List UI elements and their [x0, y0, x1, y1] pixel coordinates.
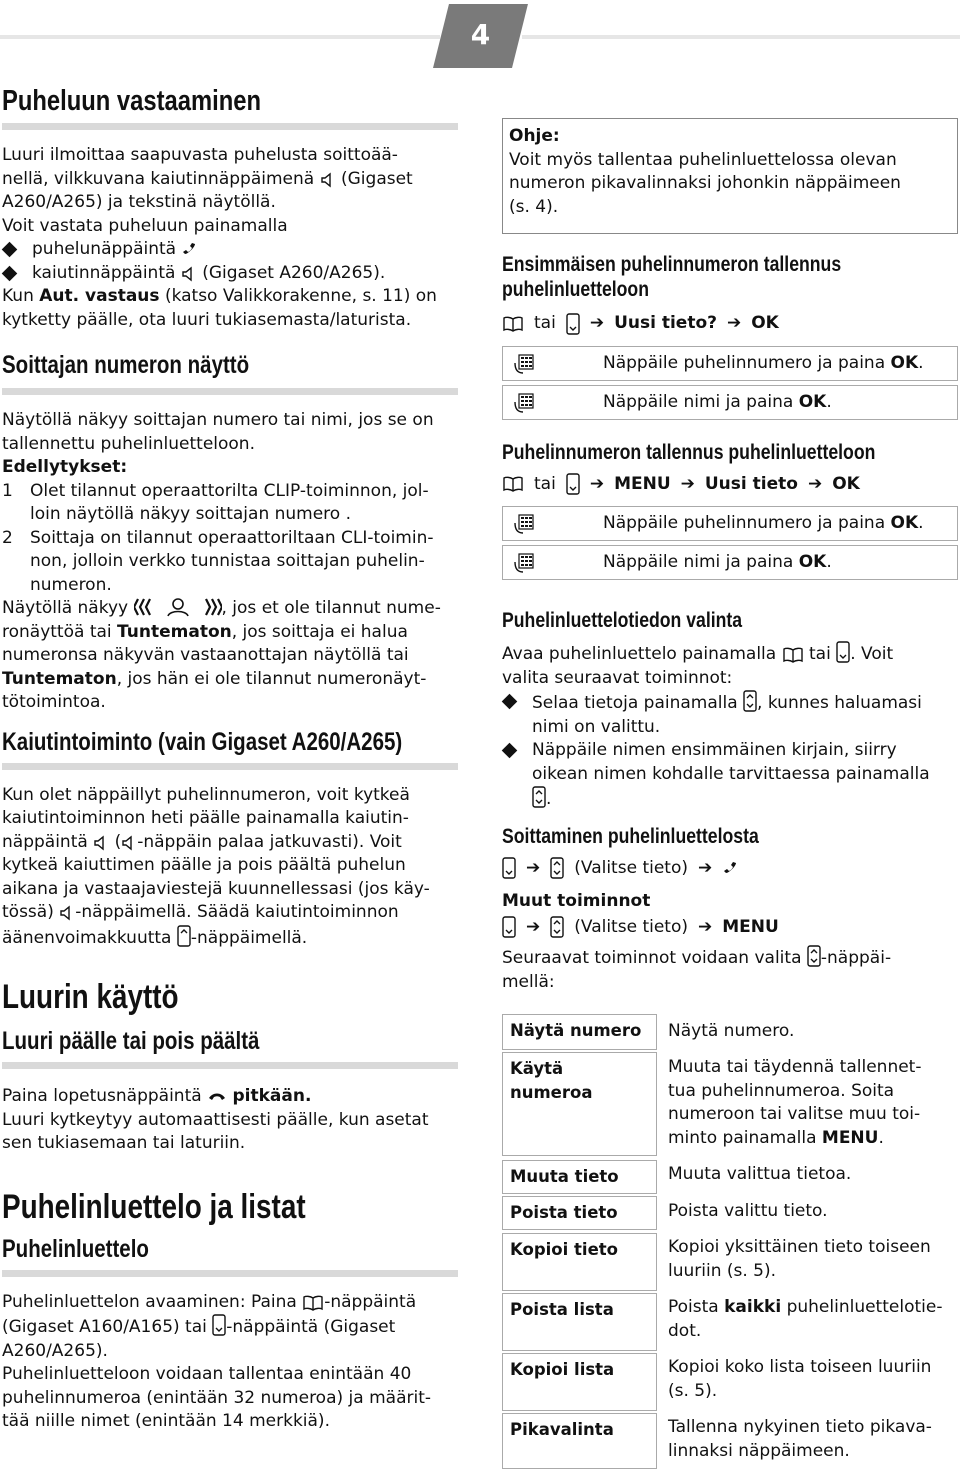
section-title-first-number: Ensimmäisen puhelinnumeron tallennus puhelinluetteloon	[502, 253, 842, 301]
keypad-icon	[513, 552, 535, 574]
arrow-icon: ➔	[698, 916, 713, 937]
speakerphone-paragraph: Kun olet näppäillyt puhelinnumeron, voit kytkeä kaiutintoiminnon heti päälle painamalla kaiutin- näppäintä ( -näppäin palaa jatkuvasti). Voit kytkeä kaiuttimen päälle ja pois päältä puhelun aikana ja vastaajaviestejä kuunnellessasi (jos käy- tössä) -näppäimellä. Säädä kaiutintoiminnon äänenvoimakkuutta -näppäimellä.	[2, 784, 430, 948]
list-item: puhelunäppäintä	[2, 238, 458, 262]
subsection-title-power: Luuri päälle tai pois päältä	[2, 1027, 260, 1055]
table-desc: Poista valittu tieto.	[668, 1201, 828, 1221]
section-rule	[2, 1062, 458, 1069]
section-title-answering: Puheluun vastaaminen	[2, 85, 262, 117]
power-paragraph: Paina lopetusnäppäintä pitkään. Luuri kytkeytyy automaattisesti päälle, kun asetat sen tukiasemaan tai laturiin.	[2, 1086, 429, 1153]
table-key: Kopioi lista	[502, 1353, 657, 1411]
table-key: Pikavalinta	[502, 1413, 657, 1469]
book-icon	[502, 476, 524, 492]
control-key-updown-icon	[743, 690, 757, 712]
section-rule	[2, 388, 458, 395]
section-title-handset-use: Luurin käyttö	[2, 978, 179, 1016]
keypad-row: Näppäile nimi ja paina OK.	[502, 385, 958, 420]
other-functions-title: Muut toiminnot	[502, 891, 651, 911]
table-key: Muuta tieto	[502, 1160, 657, 1194]
control-key-down-icon	[212, 1314, 226, 1336]
table-key: Käytä numeroa	[502, 1052, 657, 1156]
phonebook-paragraph: Puhelinluettelon avaaminen: Paina -näppäintä (Gigaset A160/A165) tai -näppäintä (Gigaset A260/A265). Puhelinluetteloon voidaan tallentaa enintään 40 puhelinnumeroa (enintään 32 numeroa) ja määrit- tää niille nimet (enintään 14 merkkiä).	[2, 1291, 431, 1431]
speaker-icon	[181, 266, 197, 282]
control-key-updown-icon	[807, 945, 821, 967]
left-column	[2, 84, 458, 1434]
keypad-row: Näppäile nimi ja paina OK.	[502, 545, 958, 580]
section-title-select-entry: Puhelinluettelotiedon valinta	[502, 609, 743, 632]
book-icon	[302, 1295, 324, 1311]
header-rule-right	[522, 35, 960, 39]
arrow-icon: ➔	[698, 857, 713, 878]
table-desc: Kopioi koko lista toiseen luuriin (s. 5).	[668, 1357, 932, 1401]
answer-paragraph: Luuri ilmoittaa saapuvasta puhelusta soittoää- nellä, vilkkuvana kaiutinnäppäimenä (Gigaset A260/A265) ja tekstinä näytöllä. Voit vastata puheluun painamalla	[2, 145, 413, 236]
book-icon	[782, 647, 804, 663]
hint-text: Voit myös tallentaa puhelinluettelossa olevan numeron pikavalinnaksi johonkin näppäimeen (s. 4).	[509, 149, 901, 217]
caller-id-paragraph: Näytöllä näkyy soittajan numero tai nimi, jos se on tallennettu puhelinluetteloon.	[2, 410, 434, 454]
numbered-item: 1 Olet tilannut operaattorilta CLIP-toiminnon, jol- loin näytöllä näkyy soittajan numero .	[2, 480, 429, 524]
speaker-icon	[93, 835, 109, 851]
step-sequence: ➔ (Valitse tieto) ➔	[502, 857, 958, 881]
speaker-icon	[59, 905, 75, 921]
table-desc: Poista kaikki puhelinluettelotie- dot.	[668, 1297, 943, 1341]
arrow-icon: ➔	[726, 313, 742, 333]
list-item: kaiutinnäppäintä (Gigaset A260/A265).	[2, 262, 458, 286]
arrow-icon: ➔	[680, 473, 695, 494]
hint-box	[502, 118, 958, 234]
subsection-title-phonebook: Puhelinluettelo	[2, 1234, 149, 1263]
section-title-caller-id: Soittajan numeron näyttö	[2, 351, 250, 379]
arrow-icon: ➔	[526, 857, 541, 878]
select-entry-paragraph: Avaa puhelinluettelo painamalla tai . Voit valita seuraavat toiminnot:	[502, 641, 958, 690]
section-rule	[2, 1270, 458, 1277]
hint-label: Ohje:	[509, 126, 560, 146]
numbered-item: 2 Soittaja on tilannut operaattoriltaan CLI-toimin- non, jolloin verkko tunnistaa soittajan puhelin- numeron.	[2, 527, 434, 595]
end-call-icon	[207, 1089, 227, 1105]
arrow-icon: ➔	[807, 473, 823, 494]
keypad-icon	[513, 513, 535, 535]
table-desc: Muuta valittua tietoa.	[668, 1164, 852, 1184]
control-key-updown-icon	[550, 857, 564, 879]
auto-answer-paragraph: Kun Aut. vastaus (katso Valikkorakenne, s. 11) on kytketty päälle, ota luuri tukiasemasta/laturista.	[2, 286, 437, 330]
keypad-row: Näppäile puhelinnumero ja paina OK.	[502, 506, 958, 541]
table-desc: Kopioi yksittäinen tieto toiseen luuriin (s. 5).	[668, 1237, 931, 1281]
control-key-down-icon	[836, 641, 850, 663]
keypad-icon	[513, 392, 535, 414]
section-rule	[2, 123, 458, 130]
control-key-down-icon	[566, 473, 580, 495]
table-key: Näytä numero	[502, 1014, 657, 1050]
table-desc: Tallenna nykyinen tieto pikava- linnaksi näppäimeen.	[668, 1417, 932, 1461]
step-sequence: ➔ (Valitse tieto) ➔ MENU	[502, 916, 958, 940]
section-title-save-number: Puhelinnumeron tallennus puhelinluetteloon	[502, 440, 876, 464]
step-sequence: tai ➔ Uusi tieto? ➔ OK	[502, 312, 958, 336]
keypad-row: Näppäile puhelinnumero ja paina OK.	[502, 346, 958, 381]
table-key: Poista lista	[502, 1293, 657, 1351]
list-item: Näppäile nimen ensimmäinen kirjain, siirry oikean nimen kohdalle tarvittaessa painamalla .	[502, 739, 958, 812]
call-key-icon	[181, 240, 199, 258]
speaker-icon	[320, 172, 336, 188]
step-sequence: tai ➔ MENU ➔ Uusi tieto ➔ OK	[502, 473, 958, 497]
table-key: Poista tieto	[502, 1196, 657, 1230]
keypad-icon	[513, 353, 535, 375]
unknown-caller-paragraph: Näytöllä näkyy , jos et ole tilannut nume- ronäyttöä tai Tuntematon, jos soittaja ei halua numeronsa näkyvän vastaanottajan näytöllä tai Tuntematon, jos hän ei ole tilannut numeronäyt- tötoimintoa.	[2, 598, 441, 712]
control-key-updown-icon	[550, 916, 564, 938]
control-key-down-icon	[502, 857, 516, 879]
control-key-down-icon	[502, 916, 516, 938]
list-item: Selaa tietoja painamalla , kunnes haluamasi nimi on valittu.	[502, 690, 958, 739]
no-caller-id-icon	[134, 597, 222, 617]
book-icon	[502, 316, 524, 332]
arrow-icon: ➔	[589, 313, 605, 333]
table-key: Kopioi tieto	[502, 1233, 657, 1291]
arrow-icon: ➔	[526, 916, 541, 937]
table-desc: Näytä numero.	[668, 1021, 795, 1041]
table-desc: Muuta tai täydennä tallennet- tua puhelinnumeroa. Soita numeroon tai valitse muu toi- minto painamalla MENU.	[668, 1057, 922, 1148]
header-rule-left	[0, 35, 440, 39]
section-title-speakerphone: Kaiutintoiminto (vain Gigaset A260/A265)	[2, 727, 403, 756]
section-rule	[2, 763, 458, 770]
page-number: 4	[470, 18, 491, 51]
control-key-icon	[177, 925, 191, 947]
arrow-icon: ➔	[589, 473, 605, 494]
control-key-updown-icon	[532, 786, 546, 808]
call-key-icon	[722, 859, 740, 877]
prerequisites-label: Edellytykset:	[2, 457, 128, 477]
right-column	[502, 252, 958, 994]
control-key-down-icon	[566, 313, 580, 335]
other-functions-paragraph: Seuraavat toiminnot voidaan valita -näppäi- mellä:	[502, 945, 958, 994]
speaker-icon	[121, 835, 137, 851]
section-title-call-from-phonebook: Soittaminen puhelinluettelosta	[502, 824, 759, 848]
section-title-phonebook: Puhelinluettelo ja listat	[2, 1187, 306, 1226]
